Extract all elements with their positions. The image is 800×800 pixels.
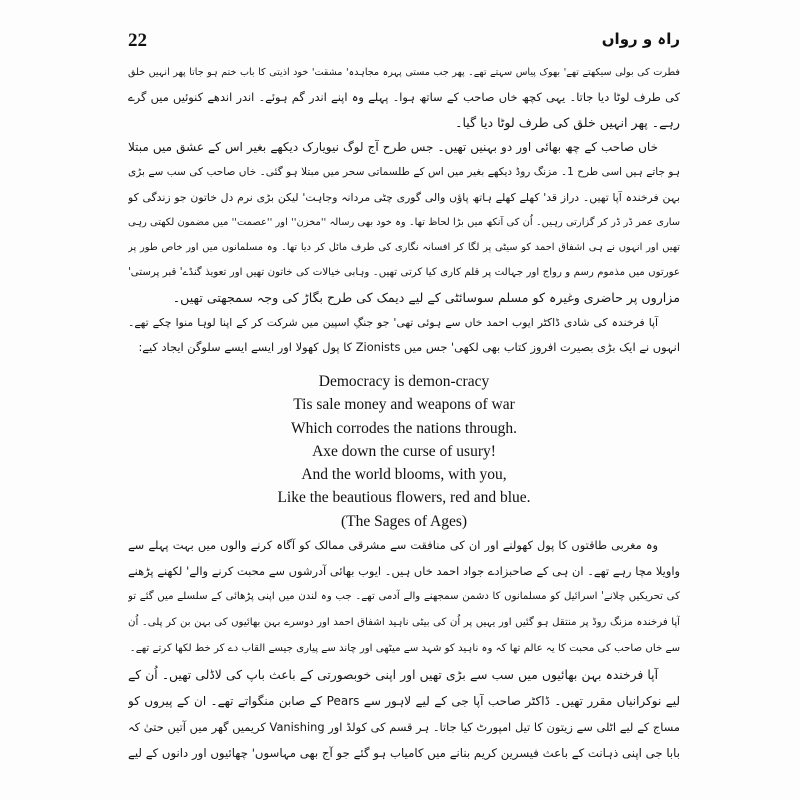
text-line: مزاروں پر حاضری وغیرہ کو مسلم سوسائٹی کے لیے دیمک کی طرح بگاڑ کی وجہ سمجھتی تھیں۔ [172, 290, 680, 305]
english-poem [128, 370, 680, 533]
text-line: انہوں نے ایک بڑی بصیرت افروز کتاب بھی لکھی' جس میں Zionists کا پول کھولا اور ایسے ایسے سلوگن ایجاد کیے: [138, 340, 680, 354]
text-line: رہے۔ پھر انہیں خلق کی طرف لوٹا دیا گیا۔ [455, 115, 680, 130]
text-line: فطرت کی بولی سیکھتے تھے' بھوک پیاس سہتے تھے۔ پھر جب مستی پہرہ مجاہدہ' مشقت' خود اذیتی کا باب ختم ہو جاتا پھر انہیں خلق [128, 67, 680, 78]
poem-line: Like the beautious flowers, red and blue. [277, 489, 531, 507]
page-header [128, 30, 680, 54]
book-title: راہ و رواں [601, 30, 680, 48]
poem-line: Tis sale money and weapons of war [293, 396, 515, 414]
urdu-text-top [128, 60, 680, 360]
text-line: بہن فرخندہ آپا تھیں۔ دراز قد' کھلے کھلے ہاتھ پاؤں والی گوری چٹی مردانہ وجاہت' لیکن بڑی نرم دل خاتون جو زندگی کو [128, 191, 680, 204]
text-line: کی طرف لوٹا دیا جاتا۔ یہی کچھ خاں صاحب کے ساتھ ہوا۔ پہلے وہ اپنے اندر گم ہوئے۔ اندر اندھے کنوئیں میں گرے [128, 90, 680, 104]
page-number: 22 [128, 30, 147, 51]
text-line: آپا فرخندہ بہن بھائیوں میں سب سے بڑی تھیں اور اپنی خوبصورتی کے باعث باپ کی لاڈلی تھیں۔ اُن کے [128, 668, 658, 682]
text-line: سے خاں صاحب کی محبت کا یہ عالم تھا کہ وہ ناہید کو شہد سے میٹھی اور چاند سے پیاری جیسے القاب دے کر خط لکھا کرتے تھے۔ [129, 643, 680, 654]
text-line: واویلا مچا رہے تھے۔ ان ہی کے صاحبزادے جواد احمد خاں ہیں۔ ایوب بھائی آدرشوں سے محبت کرنے والے' لکھنے پڑھنے [128, 564, 680, 578]
poem-line: Which corrodes the nations through. [291, 419, 517, 437]
text-line: آپا فرخندہ کی شادی ڈاکٹر ایوب احمد خاں سے ہوئی تھی' جو جنگِ اسپین میں شرکت کر کے اپنا لوہا منوا چکے تھے۔ [128, 316, 658, 329]
text-line: آپا فرخندہ مزنگ روڈ پر منتقل ہو گئیں اور یہیں پر اُن کی بیٹی ناہید اشفاق احمد اور دوسرے بہن بھائیوں کی بہن بن کر پلی۔ اُن [128, 617, 680, 628]
poem-line: And the world blooms, with you, [301, 466, 507, 484]
text-line: عورتوں میں مذموم رسم و رواج اور جہالت پر قلم کاری کیا کرتی تھیں۔ وہابی خیالات کی خاتون تھیں اور تعویذ گنڈے' قبر پرستی' [128, 267, 680, 278]
poem-line: Democracy is demon-cracy [318, 373, 490, 390]
text-line: تھیں اور انہوں نے ہی اشفاق احمد کو سیٹی پر لگا کر افسانہ نگاری کی طرف مائل کر دیا تھا۔ وہ مسلمانوں میں اور خاص طور پر [128, 242, 680, 253]
text-line: بابا جی اپنی ذہانت کے باعث فیسرین کریم بنانے میں کامیاب ہو گئے جو آج بھی مہاسوں' چھائیوں اور دانوں کے لیے [128, 746, 680, 760]
text-line: وہ مغربی طاقتوں کا پول کھولنے اور ان کی منافقت سے مشرقی ممالک کو آگاہ کرنے والوں میں بہت پہلے سے [128, 538, 658, 552]
poem-source: (The Sages of Ages) [340, 512, 468, 530]
text-line: ہو جاتے ہیں اسی طرح 1۔ مزنگ روڈ دیکھے بغیر میں اس کے طلسماتی سحر میں مبتلا ہو گئی۔ خاں صاحب کی سب سے بڑی [128, 166, 680, 178]
poem-line: Axe down the curse of usury! [312, 442, 496, 460]
urdu-text-bottom [128, 532, 680, 766]
text-line: کی تحریکیں چلانے' اسرائیل کو مسلمانوں کا دشمن سمجھنے والے آدمی تھے۔ جب وہ لندن میں اپنی پڑھائی کے سلسلے میں گئے تو [128, 591, 680, 602]
text-line: لیے نوکرانیاں مقرر تھیں۔ ڈاکٹر صاحب آپا جی کے لیے لاہور سے Pears کے صابن منگواتے تھے۔ ان کے پیروں کو [128, 694, 680, 708]
text-line: خاں صاحب کے چھ بھائی اور دو بہنیں تھیں۔ جس طرح آج لوگ نیویارک دیکھے بغیر اس کے عشق میں مبتلا [128, 140, 658, 154]
text-line: مساج کے لیے اٹلی سے زیتون کا تیل امپورٹ کیا جاتا۔ ہر قسم کی کولڈ اور Vanishing کریمیں گھر میں آتیں حتیٰ کہ [128, 720, 680, 734]
text-line: ساری عمر ڈر ڈر کر گزارتی رہیں۔ اُن کی آنکھ میں بڑا لحاظ تھا۔ وہ خود بھی رسالہ ''مخزن'' اور ''عصمت'' میں مضمون لکھتی رہی [128, 217, 680, 228]
